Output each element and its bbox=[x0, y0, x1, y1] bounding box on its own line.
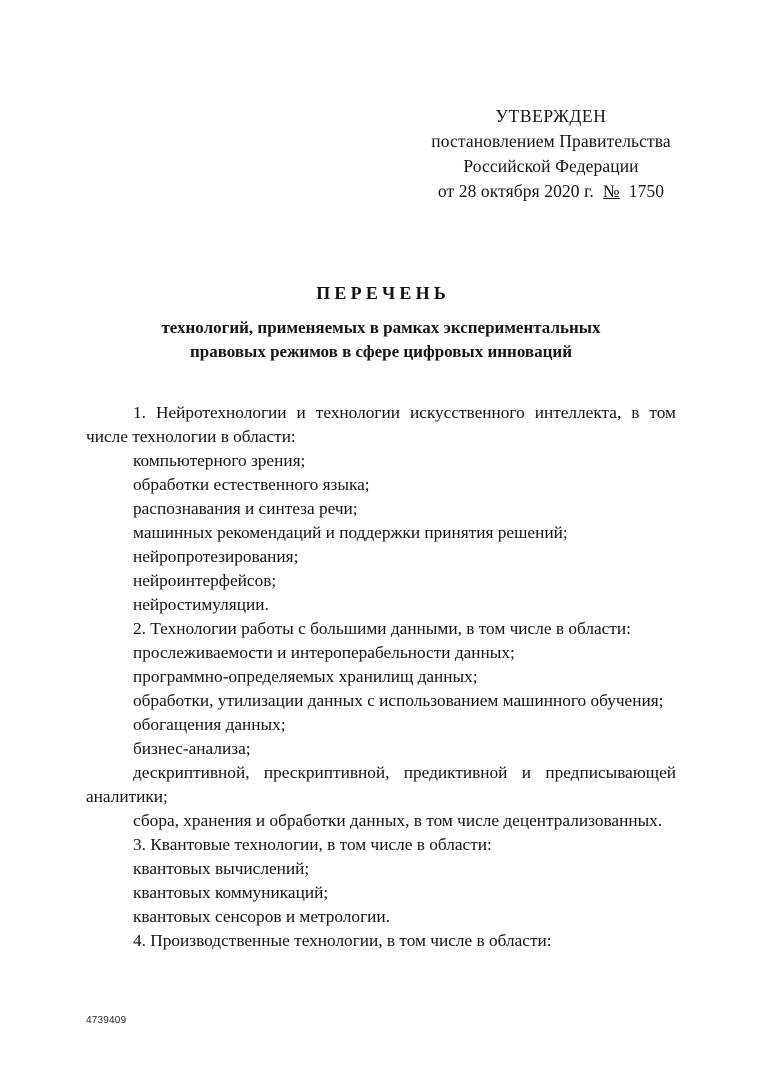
footer-document-number: 4739409 bbox=[86, 1015, 127, 1026]
paragraph-subitem: машинных рекомендаций и поддержки принятия решений; bbox=[133, 523, 568, 542]
paragraph-item-3: 3. Квантовые технологии, в том числе в области: bbox=[133, 835, 492, 854]
paragraph-subitem: квантовых вычислений; bbox=[133, 859, 310, 878]
numero-value: 1750 bbox=[628, 181, 665, 201]
numero-block bbox=[603, 179, 664, 204]
document-body bbox=[86, 401, 676, 953]
paragraph-subitem: дескриптивной, прескриптивной, предиктивной и предписывающей аналитики; bbox=[86, 763, 676, 806]
paragraph-subitem: обработки естественного языка; bbox=[133, 475, 370, 494]
paragraph-subitem: компьютерного зрения; bbox=[133, 451, 306, 470]
paragraph-subitem: сбора, хранения и обработки данных, в том числе децентрализованных. bbox=[133, 811, 663, 830]
approval-date-number bbox=[420, 179, 682, 204]
approval-line-1: УТВЕРЖДЕН bbox=[495, 106, 607, 126]
approval-date: от 28 октября 2020 г. bbox=[437, 181, 594, 201]
paragraph-subitem: квантовых сенсоров и метрологии. bbox=[133, 907, 390, 926]
paragraph-subitem: распознавания и синтеза речи; bbox=[133, 499, 358, 518]
page-title: ПЕРЕЧЕНЬ bbox=[316, 283, 450, 303]
paragraph-subitem: прослеживаемости и интероперабельности данных; bbox=[133, 643, 515, 662]
paragraph-subitem: обогащения данных; bbox=[133, 715, 286, 734]
paragraph-subitem: квантовых коммуникаций; bbox=[133, 883, 329, 902]
paragraph-item-2: 2. Технологии работы с большими данными, в том числе в области: bbox=[133, 619, 631, 638]
paragraph-item-4: 4. Производственные технологии, в том числе в области: bbox=[133, 931, 552, 950]
subtitle-line-2: правовых режимов в сфере цифровых инноваций bbox=[189, 341, 572, 361]
paragraph-subitem: программно-определяемых хранилищ данных; bbox=[133, 667, 478, 686]
page-subtitle bbox=[86, 316, 676, 363]
paragraph-item-1: 1. Нейротехнологии и технологии искусственного интеллекта, в том числе технологии в области: bbox=[86, 403, 676, 446]
paragraph-subitem: бизнес-анализа; bbox=[133, 739, 251, 758]
approval-line-3: Российской Федерации bbox=[463, 156, 639, 176]
paragraph-subitem: обработки, утилизации данных с использованием машинного обучения; bbox=[133, 691, 664, 710]
subtitle-line-1: технологий, применяемых в рамках экспериментальных bbox=[161, 318, 601, 337]
paragraph-subitem: нейроинтерфейсов; bbox=[133, 571, 277, 590]
numero-sign-icon: № bbox=[602, 181, 620, 201]
approval-header bbox=[420, 104, 682, 204]
approval-line-2: постановлением Правительства bbox=[431, 131, 671, 151]
paragraph-subitem: нейростимуляции. bbox=[133, 595, 269, 614]
paragraph-subitem: нейропротезирования; bbox=[133, 547, 299, 566]
